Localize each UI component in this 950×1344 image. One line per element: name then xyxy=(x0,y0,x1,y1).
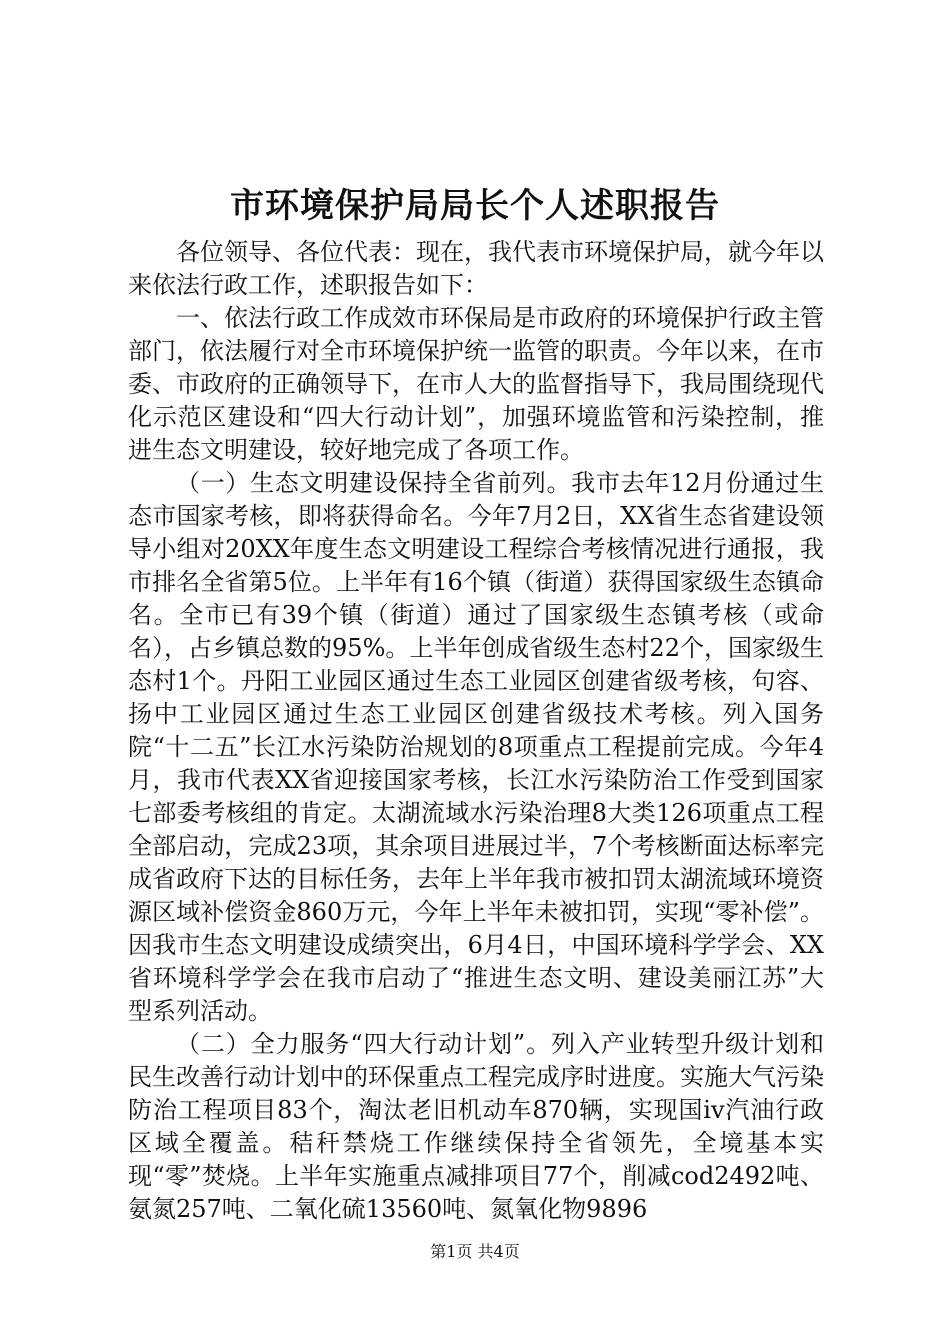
page-number-footer: 第1页 共4页 xyxy=(430,1242,520,1261)
paragraph-subsection-1: （一）生态文明建设保持全省前列。我市去年12月份通过生态市国家考核，即将获得命名。今年7月2日，XX省生态省建设领导小组对20XX年度生态文明建设工程综合考核情况进行通报，我市排名全省第5位。上半年有16个镇（街道）获得国家级生态镇命名。全市已有39个镇（街道）通过了国家级生态镇考核（或命名），占乡镇总数的95%。上半年创成省级生态村22个，国家级生态村1个。丹阳工业园区通过生态工业园区创建省级考核，句容、扬中工业园区通过生态工业园区创建省级技术考核。列入国务院“十二五”长江水污染防治规划的8项重点工程提前完成。今年4月，我市代表XX省迎接国家考核，长江水污染防治工作受到国家七部委考核组的肯定。太湖流域水污染治理8大类126项重点工程全部启动，完成23项，其余项目进展过半，7个考核断面达标率完成省政府下达的目标任务，去年上半年我市被扣罚太湖流域环境资源区域补偿资金860万元，今年上半年未被扣罚，实现“零补偿”。因我市生态文明建设成绩突出，6月4日，中国环境科学学会、XX省环境科学学会在我市启动了“推进生态文明、建设美丽江苏”大型系列活动。 xyxy=(128,469,824,1025)
paragraph-subsection-2: （二）全力服务“四大行动计划”。列入产业转型升级计划和民生改善行动计划中的环保重点工程完成序时进度。实施大气污染防治工程项目83个，淘汰老旧机动车870辆，实现国iv汽油行政区域全覆盖。秸秆禁烧工作继续保持全省领先，全境基本实现“零”焚烧。上半年实施重点减排项目77个，削减cod2492吨、氨氮257吨、二氧化硫13560吨、氮氧化物9896 xyxy=(128,1030,824,1223)
document-body xyxy=(128,236,824,1226)
document-title: 市环境保护局局长个人述职报告 xyxy=(230,186,720,226)
paragraph-section-1: 一、依法行政工作成效市环保局是市政府的环境保护行政主管部门，依法履行对全市环境保护统一监管的职责。今年以来，在市委、市政府的正确领导下，在市人大的监督指导下，我局围绕现代化示范区建设和“四大行动计划”，加强环境监管和污染控制，推进生态文明建设，较好地完成了各项工作。 xyxy=(128,304,824,464)
paragraph-greeting: 各位领导、各位代表：现在，我代表市环境保护局，就今年以来依法行政工作，述职报告如下： xyxy=(128,238,824,299)
